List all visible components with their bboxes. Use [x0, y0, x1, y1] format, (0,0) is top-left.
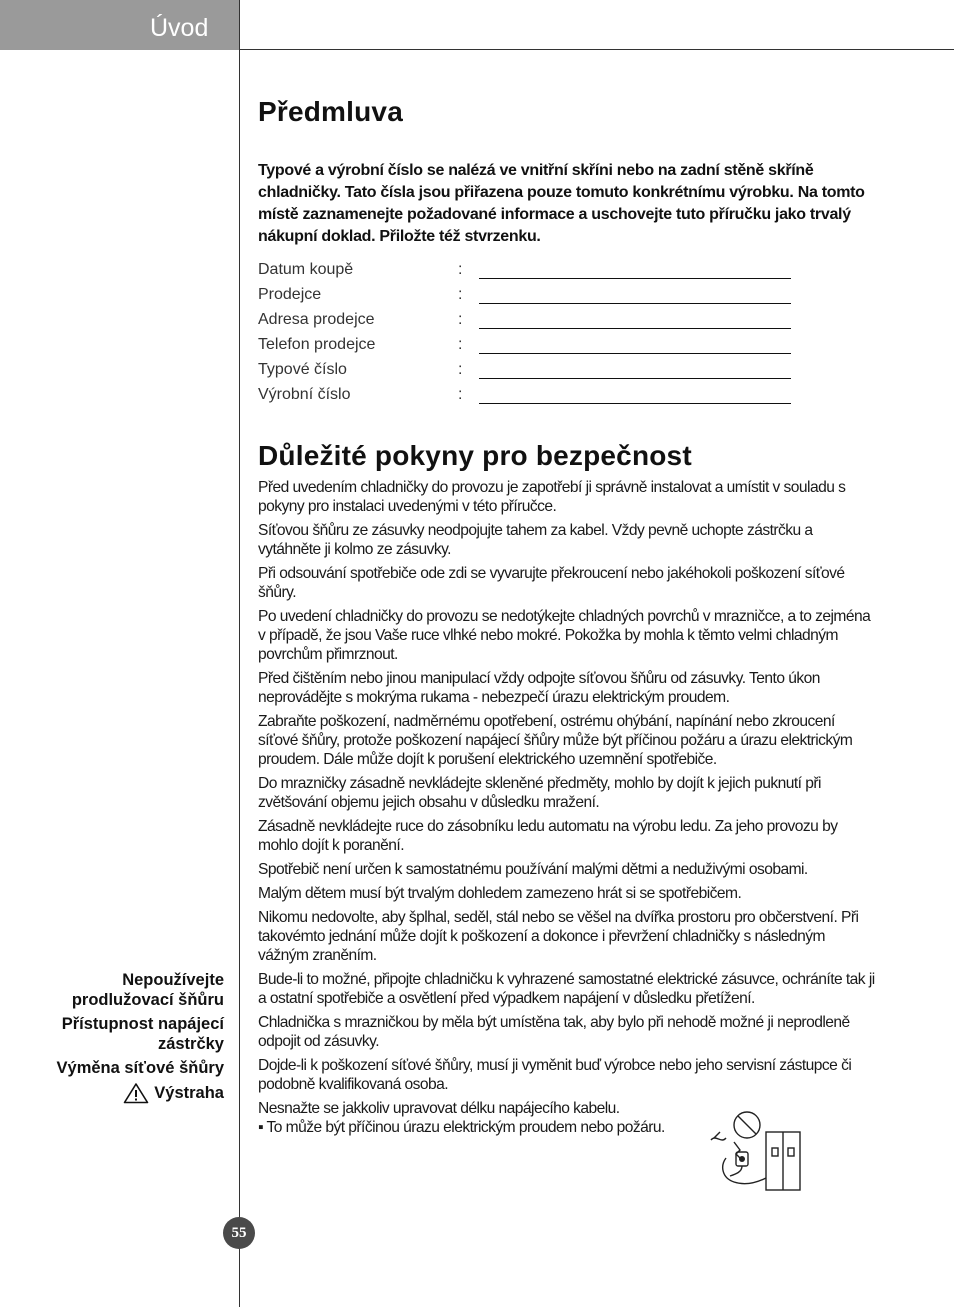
form-label: Adresa prodejce — [258, 311, 375, 328]
form-row-dealer-phone — [258, 329, 878, 354]
form-row-model-number — [258, 354, 878, 379]
form-colon: : — [458, 286, 463, 303]
safety-paragraph: Spotřebič není určen k samostatnému používání malými dětmi a neduživými osobami. — [258, 861, 808, 878]
safety-paragraph: Do mrazničky zásadně nevkládejte skleněné předměty, mohlo by dojít k jejich puknutí při zvětšování objemu jejich obsahu v důsledku mražení. — [258, 775, 821, 811]
safety-paragraph: Dojde-li k poškození síťové šňůry, musí ji vyměnit buď výrobce nebo jeho servisní zástupce či podobně kvalifikovaná osoba. — [258, 1057, 852, 1093]
safety-paragraph-last: Nesnažte se jakkoliv upravovat délku napájecího kabelu. — [258, 1100, 620, 1117]
preface-intro: Typové a výrobní číslo se nalézá ve vnitřní skříni nebo na zadní stěně skříně chladničky. Tato čísla jsou přiřazena pouze tomuto konkrétnímu výrobku. Na tomto místě zaznamenejte požadované informace a uschovejte tuto příručku jako trvalý nákupní doklad. Přiložte též stvrzenku. — [258, 162, 865, 245]
sidebar-note-extension-cord: Nepoužívejte prodlužovací šňůru — [71, 971, 224, 1009]
warning-triangle-icon — [123, 1082, 149, 1104]
safety-paragraph: Malým dětem musí být trvalým dohledem zamezeno hrát si se spotřebičem. — [258, 885, 742, 902]
form-blank-line[interactable] — [479, 335, 791, 354]
no-extension-cord-illustration — [706, 1108, 806, 1192]
form-blank-line[interactable] — [479, 285, 791, 304]
form-colon: : — [458, 336, 463, 353]
purchase-record-form — [258, 254, 878, 404]
safety-paragraph: Nikomu nedovolte, aby šplhal, seděl, stál nebo se věšel na dvířka prostoru pro občerstvení. Při takovémto jednání může dojít k poškození a dokonce i převržení chladničky s následným vážným zraněním. — [258, 909, 859, 964]
warning-label: Výstraha — [154, 1084, 224, 1102]
form-label: Typové číslo — [258, 361, 347, 378]
form-blank-line[interactable] — [479, 260, 791, 279]
page-number-badge — [223, 1217, 255, 1249]
form-row-serial-number — [258, 379, 878, 404]
form-colon: : — [458, 361, 463, 378]
form-label: Prodejce — [258, 286, 322, 303]
form-row-dealer-address — [258, 304, 878, 329]
form-colon: : — [458, 311, 463, 328]
form-label: Datum koupě — [258, 261, 354, 278]
safety-paragraph: Po uvedení chladničky do provozu se nedotýkejte chladných povrchů v mrazničce, a to zejména v případě, že jsou Vaše ruce vlhké nebo mokré. Pokožka by mohla k těmto velmi chladným povrchům přimrznout. — [258, 608, 871, 663]
safety-paragraph: Zabraňte poškození, nadměrnému opotřebení, ostrému ohýbání, napínání nebo zkroucení síťové šňůry, protože poškození napájecí šňůry může být příčinou požáru a úrazu elektrickým proudem. Dále může dojít k porušení elektrického uzemnění spotřebiče. — [258, 713, 853, 768]
safety-paragraph: Před čištěním nebo jinou manipulací vždy odpojte síťovou šňůru od zásuvky. Tento úkon neprovádějte s mokrýma rukama - nebezpečí úrazu elektrickým proudem. — [258, 670, 820, 706]
header-rule — [240, 49, 954, 50]
margin-divider — [239, 0, 240, 1307]
safety-paragraph: Chladnička s mrazničkou by měla být umístěna tak, aby bylo při nehodě možné ji neprodleně odpojit od zásuvky. — [258, 1014, 850, 1050]
form-row-purchase-date — [258, 254, 878, 279]
sidebar-notes — [24, 970, 224, 1109]
safety-paragraph: Při odsouvání spotřebiče ode zdi se vyvarujte překroucení nebo jakéhokoli poškození síťové šňůry. — [258, 565, 845, 601]
form-blank-line[interactable] — [479, 385, 791, 404]
form-blank-line[interactable] — [479, 310, 791, 329]
sidebar-warning — [123, 1082, 224, 1104]
safety-paragraph: Před uvedením chladničky do provozu je zapotřebí ji správně instalovat a umístit v souladu s pokyny pro instalaci uvedenými v této příručce. — [258, 479, 846, 515]
safety-paragraph: Bude-li to možné, připojte chladničku k vyhrazené samostatné elektrické zásuvce, ochráníte tak ji a ostatní spotřebiče a osvětlení před výpadkem napájení v důsledku přetížení. — [258, 971, 875, 1007]
safety-paragraph: Zásadně nevkládejte ruce do zásobníku ledu automatu na výrobu ledu. Za jeho provozu by mohlo dojít k poranění. — [258, 818, 838, 854]
preface-title: Předmluva — [258, 96, 403, 127]
form-colon: : — [458, 386, 463, 403]
form-label: Telefon prodejce — [258, 336, 376, 353]
page-number: 55 — [231, 1224, 247, 1241]
sidebar-note-plug-access: Přístupnost napájecí zástrčky — [61, 1015, 224, 1053]
sidebar-note-cord-replacement: Výměna síťové šňůry — [56, 1059, 224, 1077]
form-row-dealer — [258, 279, 878, 304]
safety-title: Důležité pokyny pro bezpečnost — [258, 440, 692, 471]
section-tab — [0, 0, 240, 50]
safety-bullet: ▪ To může být příčinou úrazu elektrickým proudem nebo požáru. — [258, 1119, 665, 1136]
form-blank-line[interactable] — [479, 360, 791, 379]
safety-instructions — [258, 478, 878, 1137]
main-content — [258, 90, 878, 1142]
safety-paragraph: Síťovou šňůru ze zásuvky neodpojujte tahem za kabel. Vždy pevně uchopte zástrčku a vytáhněte ji kolmo ze zásuvky. — [258, 522, 813, 558]
section-tab-label: Úvod — [150, 14, 209, 42]
form-colon: : — [458, 261, 463, 278]
form-label: Výrobní číslo — [258, 386, 351, 403]
